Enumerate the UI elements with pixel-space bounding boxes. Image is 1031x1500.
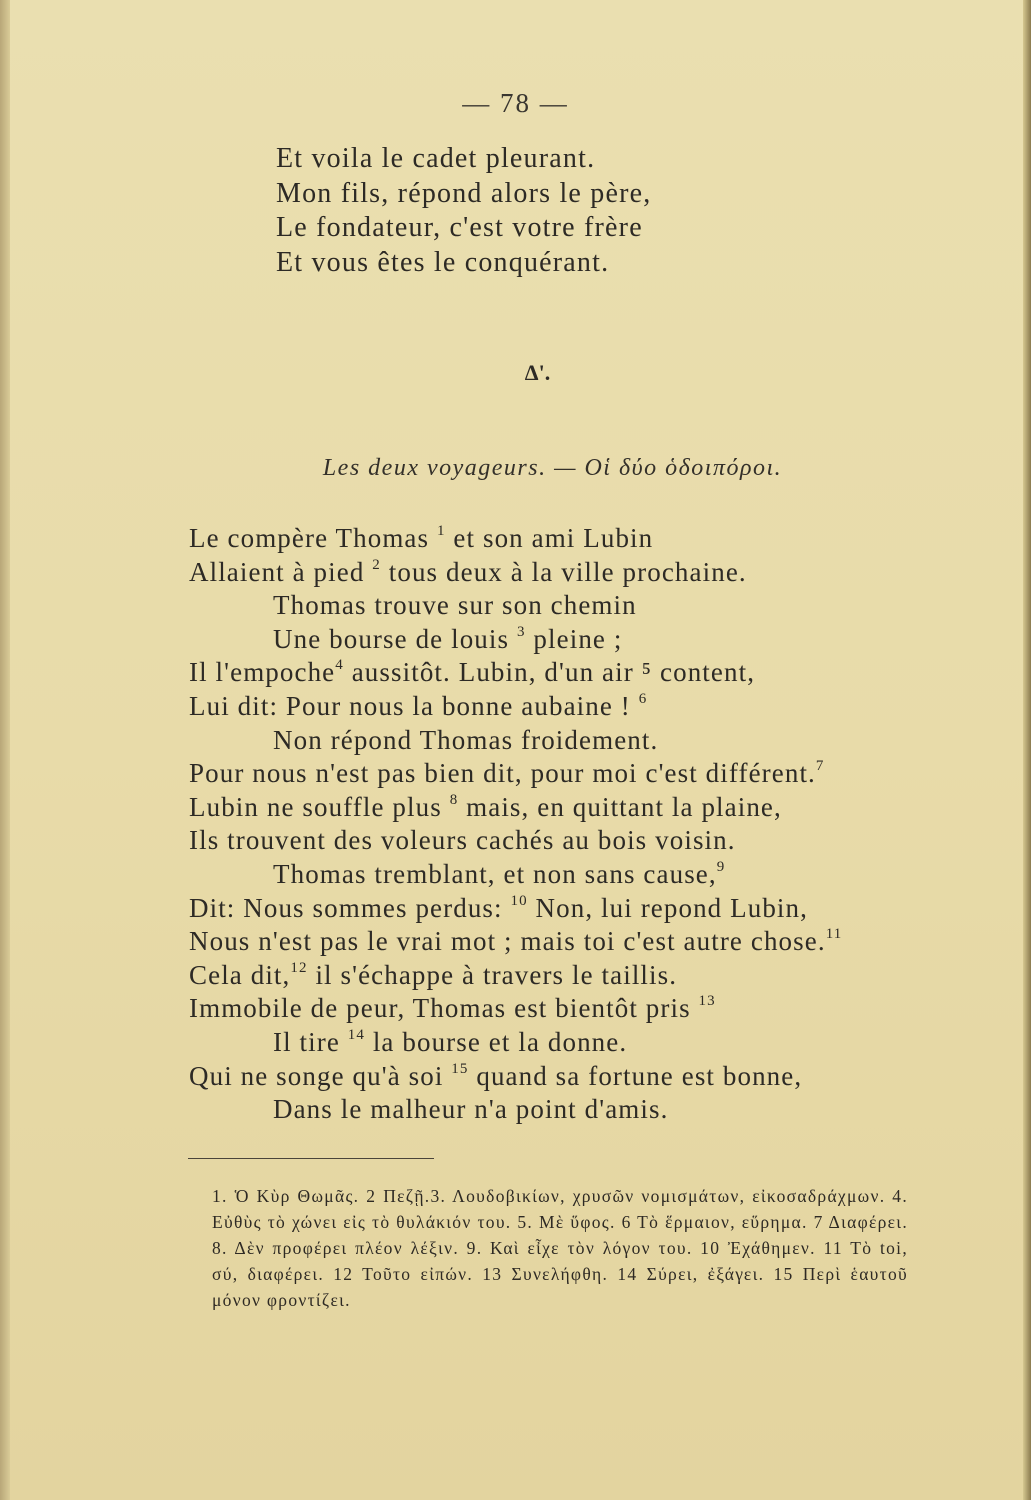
footnotes (188, 1183, 908, 1313)
line-text: Thomas tremblant, et non sans cause, (273, 858, 717, 889)
line-text: mais, en quittant la plaine, (458, 791, 782, 822)
footnote-ref: 3 (516, 623, 526, 640)
line-text: Une bourse de louis (273, 623, 517, 654)
line-text: Lubin ne souffle plus (189, 791, 450, 822)
verse-line: Et vous êtes le conquérant. (276, 246, 610, 278)
line-text: Non, lui repond Lubin, (527, 892, 808, 923)
footnote-ref: 13 (698, 993, 716, 1010)
poem-line (189, 824, 842, 858)
footnote-ref: 15 (451, 1060, 469, 1077)
poem-line (189, 892, 842, 926)
footnote-ref: 12 (290, 959, 308, 976)
line-text: Il l'empoche (189, 657, 336, 688)
footnote-ref: 8 (449, 791, 459, 808)
verse-line: Le fondateur, c'est votre frère (276, 212, 643, 243)
line-text: Le compère Thomas (189, 523, 437, 553)
poem-line (189, 724, 842, 758)
poem-line (189, 791, 842, 825)
line-text: Lui dit: Pour nous la bonne aubaine ! (189, 690, 639, 721)
line-text: Cela dit, (189, 959, 291, 990)
line-text: pleine ; (525, 623, 623, 654)
poem-line (189, 623, 842, 657)
line-text: Qui ne songe qu'à soi (189, 1060, 452, 1091)
footnote-ref: 1 (436, 523, 446, 539)
line-text: et son ami Lubin (445, 523, 654, 553)
line-text: aussitôt. Lubin, d'un air ⁵ content, (343, 657, 756, 688)
page-number: — 78 — (462, 88, 569, 118)
line-text: Thomas trouve sur son chemin (273, 590, 637, 621)
footnote-ref: 6 (638, 690, 648, 707)
line-text: Immobile de peur, Thomas est bientôt pris (189, 993, 699, 1024)
footnote-ref: 14 (347, 1026, 365, 1043)
line-text: quand sa fortune est bonne, (468, 1060, 803, 1091)
line-text: Pour nous n'est pas bien dit, pour moi c'est différent. (189, 758, 816, 789)
line-text: Dans le malheur n'a point d'amis. (273, 1094, 669, 1125)
poem-line (189, 690, 842, 724)
poem-line (189, 992, 842, 1026)
poem-line (189, 522, 842, 556)
line-text: Il tire (273, 1026, 348, 1057)
footnote-ref: 7 (815, 758, 825, 775)
poem-line (189, 1093, 842, 1127)
verse-line: Et voila le cadet pleurant. (276, 143, 596, 174)
poem-line (189, 556, 842, 590)
line-text: tous deux à la ville prochaine. (380, 556, 747, 587)
poem-line (189, 858, 842, 892)
line-text: Non répond Thomas froidement. (273, 724, 659, 755)
poem-line (189, 757, 842, 791)
page-edge-right (1023, 0, 1031, 1500)
poem-line (189, 1060, 842, 1094)
poem-line (189, 925, 842, 959)
line-text: Allaient à pied (189, 556, 373, 587)
poem-line (189, 959, 842, 993)
footnote-divider (188, 1158, 434, 1159)
line-text: Dit: Nous sommes perdus: (189, 892, 511, 923)
verse-top (276, 142, 651, 280)
poem-line (189, 656, 842, 690)
verse-line: Mon fils, répond alors le père, (276, 177, 652, 209)
footnotes-text: 1. Ὁ Κὺρ Θωμᾶς. 2 Πεζῇ.3. Λουδοβικίων, χρυσῶν νομισμάτων, εἰκοσαδράχμων. 4. Εὐθὺς τὸ χώνει εἰς τὸ θυλάκιόν του. 5. Μὲ ὕφος. 6 Τὸ ἕρμαιον, εὕρημα. 7 Διαφέρει. 8. Δὲν προφέρει πλέον λέξιν. 9. Καὶ εἶχε τὸν λόγον του. 10 Ἐχάθημεν. 11 Τὸ toi, σύ, διαφέρει. 12 Τοῦτο εἰπών. 13 Συνελήφθη. 14 Σύρει, ἐξάγει. 15 Περὶ ἑαυτοῦ μόνον φροντίζει. (212, 1186, 908, 1310)
poem (189, 522, 842, 1127)
footnote-ref: 2 (372, 556, 381, 573)
poem-line (189, 589, 842, 623)
line-text: il s'échappe à travers le taillis. (307, 959, 678, 990)
footnote-ref: 9 (716, 858, 726, 875)
poem-line (189, 1026, 842, 1060)
footnote-ref: 4 (335, 657, 344, 674)
line-text: Ils trouvent des voleurs cachés au bois voisin. (189, 825, 736, 856)
footnote-ref: 11 (825, 926, 843, 943)
line-text: Nous n'est pas le vrai mot ; mais toi c'est autre chose. (189, 926, 826, 957)
line-text: la bourse et la donne. (364, 1026, 628, 1057)
section-heading: Δ'. (524, 360, 551, 385)
poem-title: Les deux voyageurs. — Οἱ δύο ὁδοιπόροι. (322, 455, 783, 481)
footnote-ref: 10 (510, 892, 528, 909)
page-edge-left (0, 0, 10, 1500)
